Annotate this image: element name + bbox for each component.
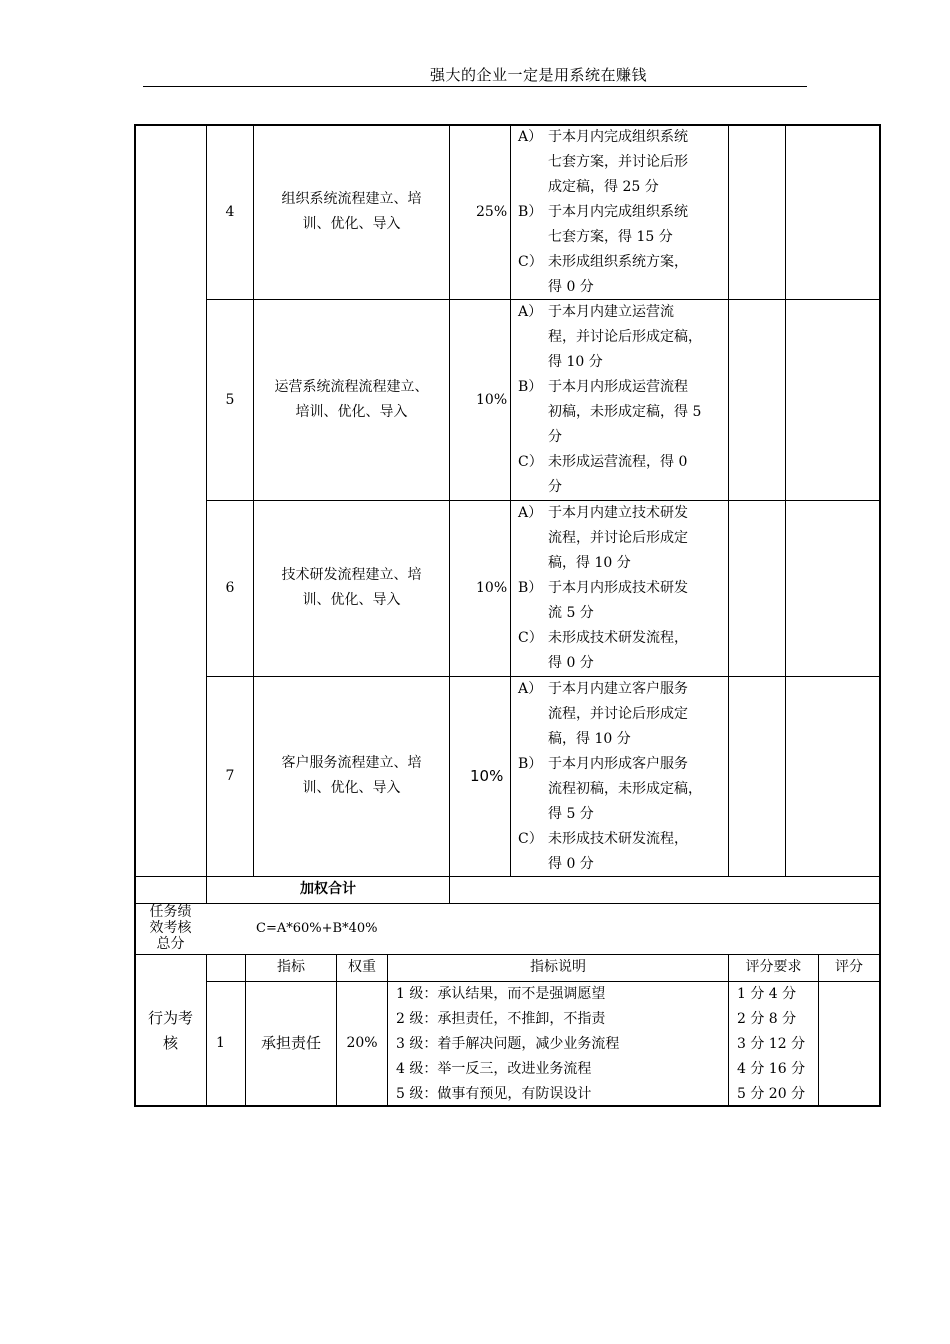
scoring-criteria: A） 于本月内建立运营流 程，并讨论后形成定稿， 得 10 分 B） 于本月内形成运营流程 初稿，未形成定稿，得 5 分 C） 未形成运营流程，得 0 分: [518, 304, 702, 495]
column-header-score: 评分: [835, 959, 863, 975]
item-weight: 10%: [476, 392, 508, 408]
scoring-requirements: 1 分 4 分 2 分 8 分 3 分 12 分 4 分 16 分 5 分 20 分: [737, 986, 806, 1102]
indicator-weight: 20%: [346, 1035, 378, 1051]
item-weight: 25%: [476, 204, 508, 220]
item-weight: 10%: [476, 580, 508, 596]
item-name: 运营系统流程流程建立、 培训、优化、导入: [274, 379, 429, 420]
table-left-border: [134, 124, 136, 1107]
page-header-title: 强大的企业一定是用系统在赚钱: [430, 66, 648, 84]
column-header-weight: 权重: [348, 959, 376, 975]
task-total-label: 任务绩 效考核 总分: [149, 904, 192, 952]
column-header-indicator: 指标: [277, 959, 305, 975]
item-name: 客户服务流程建立、培 训、优化、导入: [281, 755, 422, 796]
row-number: 4: [225, 204, 235, 220]
col-line: [449, 124, 450, 904]
task-total-formula: C=A*60%+B*40%: [256, 921, 378, 936]
row-number: 5: [225, 392, 235, 408]
item-name: 组织系统流程建立、培 训、优化、导入: [281, 191, 422, 232]
behavior-section-label: 行为考 核: [147, 1009, 193, 1052]
item-weight: 10%: [470, 767, 504, 785]
scoring-criteria: A） 于本月内建立客户服务 流程，并讨论后形成定 稿，得 10 分 B） 于本月内形成客户服务 流程初稿，未形成定稿， 得 5 分 C） 未形成技术研发流程， 得 0 分: [518, 681, 702, 872]
header-rule: [143, 86, 807, 87]
table-top-border: [134, 124, 881, 126]
scoring-criteria: A） 于本月内完成组织系统 七套方案，并讨论后形 成定稿，得 25 分 B） 于本月内完成组织系统 七套方案，得 15 分 C） 未形成组织系统方案， 得 0 分: [518, 129, 688, 295]
level-descriptions: 1 级：承认结果，而不是强调愿望 2 级：承担责任，不推卸，不指责 3 级：着手解决问题，减少业务流程 4 级：举一反三，改进业务流程 5 级：做事有预见，有防误设计: [396, 986, 620, 1102]
row-number: 1: [216, 1035, 225, 1051]
indicator-name: 承担责任: [260, 1034, 321, 1052]
weighted-total-label: 加权合计: [300, 881, 356, 897]
column-header-description: 指标说明: [530, 959, 586, 975]
row-number: 6: [225, 580, 235, 596]
row-line: [134, 903, 880, 904]
col-line: [206, 954, 207, 1106]
column-header-requirement: 评分要求: [745, 959, 802, 975]
table-right-border: [879, 124, 881, 1107]
row-number: 7: [225, 768, 235, 784]
item-name: 技术研发流程建立、培 训、优化、导入: [281, 567, 422, 608]
scoring-criteria: A） 于本月内建立技术研发 流程，并讨论后形成定 稿，得 10 分 B） 于本月内形成技术研发 流 5 分 C） 未形成技术研发流程， 得 0 分: [518, 505, 688, 671]
